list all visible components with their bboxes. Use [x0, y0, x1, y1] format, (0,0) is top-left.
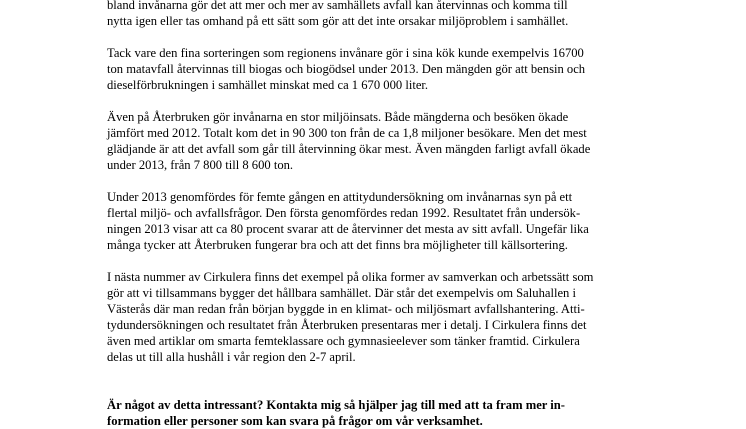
text-line: Västerås där man redan från början byggde in en klimat- och miljösmart avfallshantering. Atti- — [107, 302, 585, 316]
text-line: Under 2013 genomfördes för femte gången en attitydundersökning om invånarnas syn på ett — [107, 190, 573, 204]
text-line: Tack vare den fina sorteringen som regionens invånare gör i sina kök kunde exempelvis 16700 — [107, 46, 584, 60]
paragraph-aterbruken — [107, 109, 647, 173]
text-line: glädjande är att det avfall som går till återvinning ökar mest. Även mängden farligt avfall ökade — [107, 142, 591, 156]
paragraph-survey — [107, 189, 647, 253]
text-line: nytta igen eller tas omhand på ett sätt som gör att det inte orsakar miljöproblem i samhället. — [107, 14, 569, 28]
contact-line: formation eller personer som kan svara på frågor om vår verksamhet. — [107, 414, 483, 428]
text-line: flertal miljö- och avfallsfrågor. Den första genomfördes redan 1992. Resultatet från undersök- — [107, 206, 581, 220]
contact-line: Är något av detta intressant? Kontakta mig så hjälper jag till med att ta fram mer in- — [107, 398, 565, 412]
text-line: I nästa nummer av Cirkulera finns det exempel på olika former av samverkan och arbetssätt som — [107, 270, 594, 284]
paragraph-contact — [107, 397, 647, 429]
text-line: tydundersökningen och resultatet från Återbruken presentaras mer i detalj. I Cirkulera finns det — [107, 318, 587, 332]
text-line: delas ut till alla hushåll i vår region den 2-7 april. — [107, 350, 356, 364]
paragraph-food-waste — [107, 45, 647, 93]
text-line: dieselförbrukningen i samhället minskat med ca 1 670 000 liter. — [107, 78, 429, 92]
paragraph-intro — [107, 0, 647, 29]
text-line: gör att vi tillsammans bygger det hållbara samhället. Där står det exempelvis om Saluhallen i — [107, 286, 576, 300]
text-line: under 2013, från 7 800 till 8 600 ton. — [107, 158, 294, 172]
text-line: jämfört med 2012. Totalt kom det in 90 300 ton från de ca 1,8 miljoner besökare. Men det mest — [107, 126, 587, 140]
text-line: många tycker att Återbruken fungerar bra och att det finns bra möjligheter till källsortering. — [107, 238, 568, 252]
text-line: Även på Återbruken gör invånarna en stor miljöinsats. Både mängderna och besöken ökade — [107, 110, 569, 124]
paragraph-cirkulera — [107, 269, 647, 365]
text-line: ningen 2013 visar att ca 80 procent svarar att de återvinner det mesta av sitt avfall. Ungefär lika — [107, 222, 589, 236]
text-line: även med artiklar om smarta femteklassare och gymnasieelever som tänker framtid. Cirkulera — [107, 334, 580, 348]
text-line: bland invånarna gör det att mer och mer av samhällets avfall kan återvinnas och komma till — [107, 0, 568, 12]
text-line: ton matavfall återvinnas till biogas och biogödsel under 2013. Den mängden gör att bensin och — [107, 62, 586, 76]
